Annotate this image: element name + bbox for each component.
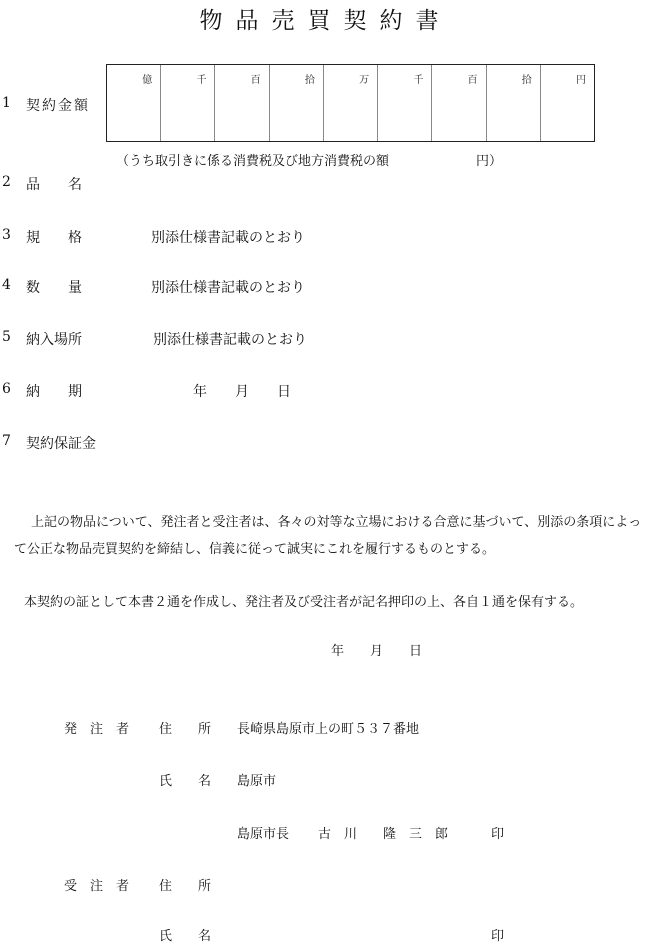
item-6-number: 6 bbox=[2, 381, 11, 397]
item-7-label: 契約保証金 bbox=[26, 436, 96, 452]
item-2-number: 2 bbox=[2, 174, 11, 190]
contract-date: 年 月 日 bbox=[331, 644, 423, 659]
amount-unit: 拾 bbox=[521, 75, 532, 86]
amount-cell[interactable] bbox=[269, 65, 323, 141]
body-paragraph-line-1: 上記の物品について、発注者と受注者は、各々の対等な立場における合意に基づいて、別添の条項によっ bbox=[31, 515, 642, 530]
orderer-name: 島原市 bbox=[237, 774, 277, 789]
amount-unit: 千 bbox=[413, 75, 424, 86]
item-5-value: 別添仕様書記載のとおり bbox=[153, 332, 307, 348]
item-3-number: 3 bbox=[2, 227, 11, 243]
amount-table bbox=[106, 64, 595, 142]
contractor-seal-mark: 印 bbox=[491, 929, 505, 944]
item-6-value: 年 月 日 bbox=[193, 384, 291, 400]
body-paragraph-line-3: 本契約の証として本書２通を作成し、発注者及び受注者が記名押印の上、各自１通を保有する。 bbox=[24, 595, 584, 610]
contractor-role: 受 注 者 bbox=[64, 879, 130, 894]
amount-cell[interactable] bbox=[160, 65, 214, 141]
tax-note-suffix: 円） bbox=[476, 154, 503, 169]
amount-unit: 億 bbox=[142, 75, 153, 86]
contractor-address-label: 住 所 bbox=[159, 879, 212, 894]
item-6-label: 納 期 bbox=[26, 384, 82, 400]
amount-unit: 百 bbox=[467, 75, 478, 86]
item-5-label: 納入場所 bbox=[26, 332, 82, 348]
orderer-address-label: 住 所 bbox=[159, 722, 212, 737]
amount-cell[interactable] bbox=[214, 65, 268, 141]
orderer-name-label: 氏 名 bbox=[159, 774, 212, 789]
amount-cell[interactable] bbox=[486, 65, 540, 141]
orderer-rep-title: 島原市長 bbox=[237, 827, 290, 842]
orderer-seal-mark: 印 bbox=[491, 827, 505, 842]
item-3-value: 別添仕様書記載のとおり bbox=[151, 230, 305, 246]
orderer-address: 長崎県島原市上の町５３７番地 bbox=[237, 722, 420, 737]
item-3-label: 規 格 bbox=[26, 230, 82, 246]
amount-cell[interactable] bbox=[540, 65, 594, 141]
item-4-value: 別添仕様書記載のとおり bbox=[151, 280, 305, 296]
orderer-rep-name: 古 川 隆 三 郎 bbox=[318, 827, 449, 842]
amount-unit: 百 bbox=[250, 75, 261, 86]
amount-cell[interactable] bbox=[323, 65, 377, 141]
amount-unit: 拾 bbox=[304, 75, 315, 86]
amount-unit: 千 bbox=[196, 75, 207, 86]
tax-note-prefix: （うち取引きに係る消費税及び地方消費税の額 bbox=[116, 154, 390, 169]
orderer-role: 発 注 者 bbox=[64, 722, 130, 737]
item-4-number: 4 bbox=[2, 277, 11, 293]
page-title: 物品売買契約書 bbox=[199, 8, 452, 34]
amount-cell[interactable] bbox=[431, 65, 485, 141]
contractor-name-label: 氏 名 bbox=[159, 929, 212, 944]
item-1-number: 1 bbox=[2, 95, 11, 111]
item-5-number: 5 bbox=[2, 329, 11, 345]
amount-cell[interactable] bbox=[377, 65, 431, 141]
item-7-number: 7 bbox=[2, 433, 11, 449]
amount-cell[interactable] bbox=[107, 65, 160, 141]
item-1-label: 契約金額 bbox=[26, 98, 90, 114]
item-4-label: 数 量 bbox=[26, 280, 82, 296]
body-paragraph-line-2: て公正な物品売買契約を締結し、信義に従って誠実にこれを履行するものとする。 bbox=[14, 542, 496, 557]
amount-unit: 円 bbox=[575, 75, 586, 86]
item-2-label: 品 名 bbox=[26, 177, 82, 193]
amount-unit: 万 bbox=[359, 75, 370, 86]
